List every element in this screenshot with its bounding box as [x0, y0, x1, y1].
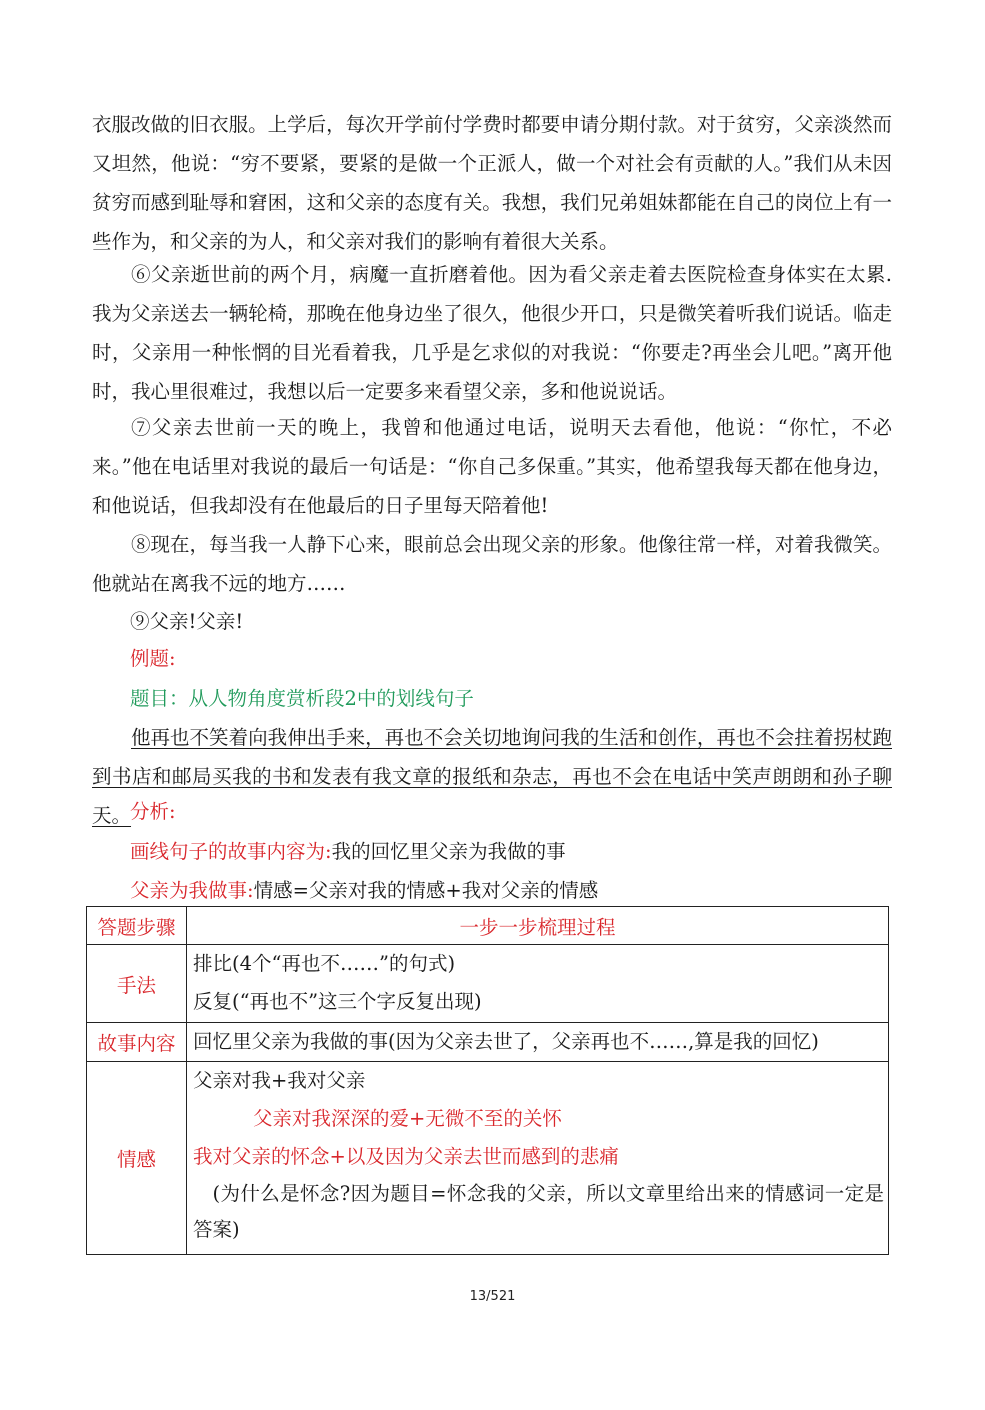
underlined-sentence: 他再也不笑着向我伸出手来，再也不会关切地询问我的生活和创作，再也不会拄着拐杖跑到书店和邮局买我的书和发表有我文章的报纸和杂志，再也不会在电话中笑声朗朗和孙子聊天。: [92, 726, 892, 827]
cell-emotion: [187, 1062, 889, 1255]
technique-line-2: 反复(“再也不”这三个字反复出现): [193, 990, 482, 1013]
emotion-line-3: 我对父亲的怀念+以及因为父亲去世而感到的悲痛: [193, 1145, 619, 1168]
paragraph-7: ⑦父亲去世前一天的晚上，我曾和他通过电话，说明天去看他，他说：“你忙，不必来。”他在电话里对我说的最后一句话是：“你自己多保重。”其实，他希望我每天都在他身边，和他说话，但我却没有在他最后的日子里每天陪着他!: [92, 416, 892, 517]
story-line-1: 回忆里父亲为我做的事(因为父亲去世了，父亲再也不……,算是我的回忆): [193, 1030, 819, 1053]
cell-story: [187, 1023, 889, 1062]
table-row-story: [87, 1023, 889, 1062]
story-text: 我的回忆里父亲为我做的事: [331, 840, 566, 863]
father-did-line: [130, 875, 598, 903]
paragraph-9: ⑨父亲!父亲!: [130, 610, 244, 633]
emotion-line-4: (为什么是怀念?因为题目=怀念我的父亲，所以文章里给出来的情感词一定是答案): [193, 1182, 884, 1241]
father-did-label: 父亲为我做事:: [130, 879, 254, 902]
label-technique: 手法: [87, 945, 187, 1023]
example-label: 例题:: [130, 647, 176, 670]
answer-steps-table: [86, 906, 889, 1255]
table-header-row: [87, 907, 889, 945]
emotion-line-2: 父亲对我深深的爱+无微不至的关怀: [253, 1107, 562, 1130]
emotion-line-1: 父亲对我+我对父亲: [193, 1069, 366, 1092]
analysis-label: 分析:: [130, 800, 176, 823]
paragraph-5-continued: 衣服改做的旧衣服。上学后，每次开学前付学费时都要申请分期付款。对于贫穷，父亲淡然而又坦然，他说：“穷不要紧，要紧的是做一个正派人，做一个对社会有贡献的人。”我们从未因贫穷而感到耻辱和窘困，这和父亲的态度有关。我想，我们兄弟姐妹都能在自己的岗位上有一些作为，和父亲的为人，和父亲对我们的影响有着很大关系。: [92, 113, 892, 253]
paragraph-8: ⑧现在，每当我一人静下心来，眼前总会出现父亲的形象。他像往常一样，对着我微笑。他就站在离我不远的地方……: [92, 533, 892, 595]
page-number: 13/521: [469, 1289, 516, 1304]
paragraph-6: ⑥父亲逝世前的两个月，病魔一直折磨着他。因为看父亲走着去医院检查身体实在太累.我为父亲送去一辆轮椅，那晚在他身边坐了很久，他很少开口，只是微笑着听我们说话。临走时，父亲用一种怅惘的目光看着我，几乎是乞求似的对我说：“你要走?再坐会儿吧。”离开他时，我心里很难过，我想以后一定要多来看望父亲，多和他说说话。: [92, 263, 892, 403]
table-row-technique: [87, 945, 889, 1023]
header-steps: 答题步骤: [87, 907, 187, 945]
question-title: 题目：从人物角度赏析段2中的划线句子: [130, 687, 474, 710]
header-process-text: 一步一步梳理过程: [459, 915, 616, 939]
cell-technique: [187, 945, 889, 1023]
story-label: 画线句子的故事内容为:: [130, 840, 332, 863]
label-emotion: 情感: [87, 1062, 187, 1255]
father-did-text: 情感=父亲对我的情感+我对父亲的情感: [253, 879, 599, 902]
table-row-emotion: [87, 1062, 889, 1255]
header-process: [187, 907, 889, 945]
story-content-line: [130, 836, 566, 864]
technique-line-1: 排比(4个“再也不……”的句式): [193, 952, 456, 975]
label-story: 故事内容: [87, 1023, 187, 1062]
